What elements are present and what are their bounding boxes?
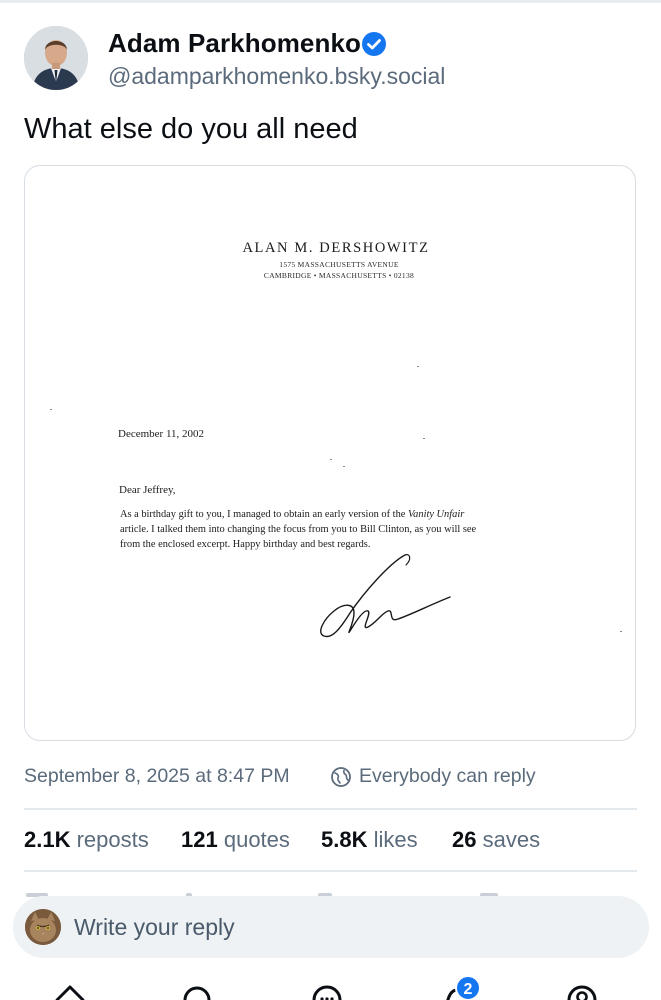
letterhead-name: ALAN M. DERSHOWITZ	[242, 240, 430, 256]
post-meta	[24, 765, 644, 791]
profile-icon[interactable]	[565, 982, 599, 1000]
reposts-count: 2.1K	[24, 827, 71, 852]
letter-body-line	[120, 509, 464, 520]
scan-speck	[343, 466, 345, 467]
author-name[interactable]: Adam Parkhomenko	[108, 28, 362, 58]
reply-placeholder: Write your reply	[74, 914, 235, 940]
chat-icon[interactable]	[310, 982, 344, 1000]
search-icon[interactable]	[181, 982, 215, 1000]
saves-label: saves	[482, 827, 541, 852]
reply-setting[interactable]: Everybody can reply	[359, 765, 536, 787]
letter-salutation: Dear Jeffrey,	[119, 484, 176, 496]
saves-stat[interactable]	[452, 827, 540, 853]
home-icon[interactable]	[53, 982, 87, 1000]
post-timestamp[interactable]: September 8, 2025 at 8:47 PM	[24, 765, 290, 787]
quotes-label: quotes	[223, 827, 290, 852]
post-text: What else do you all need	[24, 113, 358, 145]
verified-check-icon	[361, 31, 387, 57]
scan-speck	[423, 438, 425, 439]
user-avatar	[25, 909, 61, 945]
reply-composer[interactable]	[13, 896, 649, 958]
letter-body-text: As a birthday gift to you, I managed to obtain an early version of the	[120, 509, 408, 520]
likes-stat[interactable]	[321, 827, 418, 853]
scan-speck	[417, 366, 419, 367]
likes-count: 5.8K	[321, 827, 368, 852]
scan-speck	[620, 631, 622, 632]
letter-date: December 11, 2002	[118, 428, 205, 440]
reposts-label: reposts	[76, 827, 149, 852]
divider	[24, 808, 637, 810]
post-author	[24, 26, 644, 92]
saves-count: 26	[452, 827, 477, 852]
letter-body-italic: Vanity Unfair	[407, 509, 465, 520]
letter-body-line: article. I talked them into changing the focus from you to Bill Clinton, as you will see	[120, 524, 477, 535]
reposts-stat[interactable]	[24, 827, 149, 853]
quotes-count: 121	[181, 827, 218, 852]
notifications-badge: 2	[455, 975, 481, 1000]
scan-speck	[330, 459, 332, 460]
letter-body-line: from the enclosed excerpt. Happy birthday and best regards.	[120, 539, 371, 550]
top-divider	[0, 0, 661, 3]
quotes-stat[interactable]	[181, 827, 290, 853]
globe-icon	[330, 766, 352, 788]
scan-speck	[50, 409, 52, 410]
likes-label: likes	[373, 827, 418, 852]
handwritten-signature	[310, 551, 460, 646]
author-handle[interactable]: @adamparkhomenko.bsky.social	[108, 63, 446, 89]
author-avatar[interactable]	[24, 26, 88, 90]
letterhead-address-line: 1575 MASSACHUSETTS AVENUE	[279, 260, 399, 269]
divider	[24, 870, 637, 872]
letterhead-address-line: CAMBRIDGE • MASSACHUSETTS • 02138	[263, 271, 415, 280]
post-image-letter[interactable]	[24, 165, 636, 741]
